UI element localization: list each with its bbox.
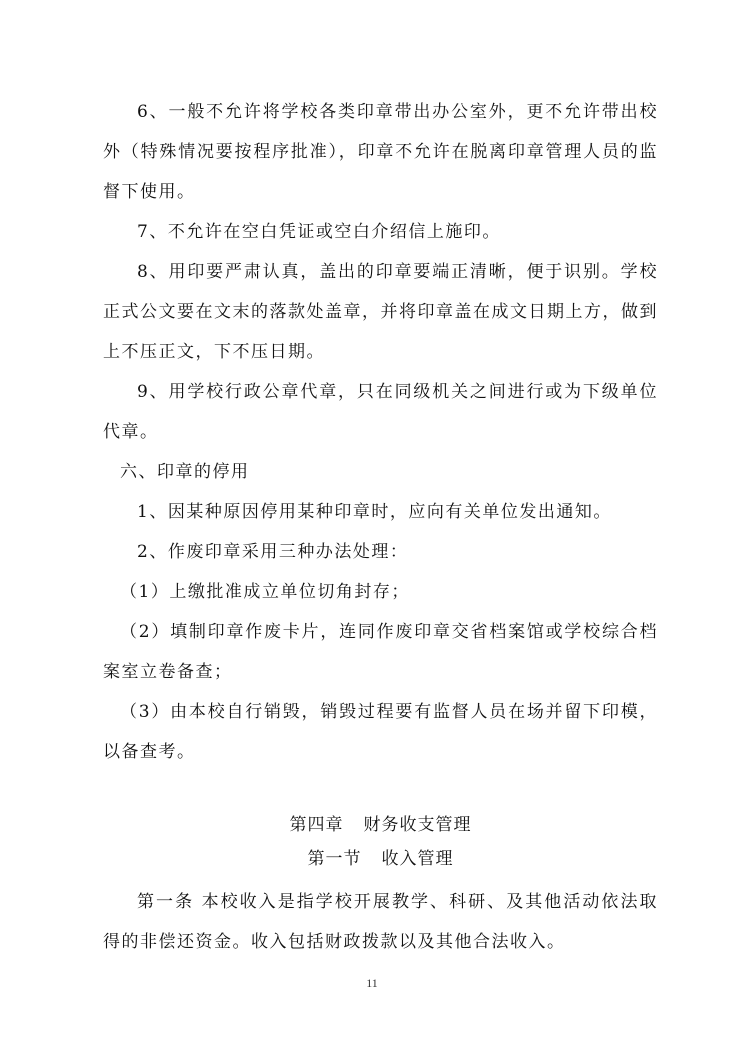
paragraph-item-9: 9、用学校行政公章代章，只在同级机关之间进行或为下级单位代章。 bbox=[103, 382, 658, 442]
chapter-number: 第四章 bbox=[289, 815, 344, 835]
section-six-item-1: 1、因某种原因停用某种印章时，应向有关单位发出通知。 bbox=[137, 502, 612, 522]
sub-item-2: （2）填制印章作废卡片，连同作废印章交省档案馆或学校综合档案室立卷备查； bbox=[103, 622, 658, 682]
paragraph-item-8: 8、用印要严肃认真，盖出的印章要端正清晰，便于识别。学校正式公文要在文末的落款处盖章，并将印章盖在成文日期上方，做到上不压正文，下不压日期。 bbox=[103, 262, 658, 362]
chapter-spacer bbox=[103, 772, 658, 808]
chapter-title bbox=[103, 808, 658, 842]
section-number: 第一节 bbox=[307, 849, 362, 869]
paragraph-item-7: 7、不允许在空白凭证或空白介绍信上施印。 bbox=[137, 222, 501, 242]
article-one: 第一条 本校收入是指学校开展教学、科研、及其他活动依法取得的非偿还资金。收入包括财政拨款以及其他合法收入。 bbox=[103, 892, 658, 952]
page-content bbox=[103, 92, 658, 962]
sub-item-3: （3）由本校自行销毁，销毁过程要有监督人员在场并留下印模，以备查考。 bbox=[103, 702, 658, 762]
section-six-heading: 六、印章的停用 bbox=[120, 462, 250, 482]
paragraph-item-6: 6、一般不允许将学校各类印章带出办公室外，更不允许带出校外（特殊情况要按程序批准），印章不允许在脱离印章管理人员的监督下使用。 bbox=[103, 102, 658, 202]
sub-item-1: （1）上缴批准成立单位切角封存； bbox=[120, 582, 410, 602]
chapter-name: 财务收支管理 bbox=[363, 815, 472, 835]
section-six-item-2: 2、作废印章采用三种办法处理： bbox=[137, 542, 409, 562]
section-title bbox=[103, 842, 658, 876]
page-number: 11 bbox=[366, 976, 378, 990]
section-name: 收入管理 bbox=[381, 849, 454, 869]
